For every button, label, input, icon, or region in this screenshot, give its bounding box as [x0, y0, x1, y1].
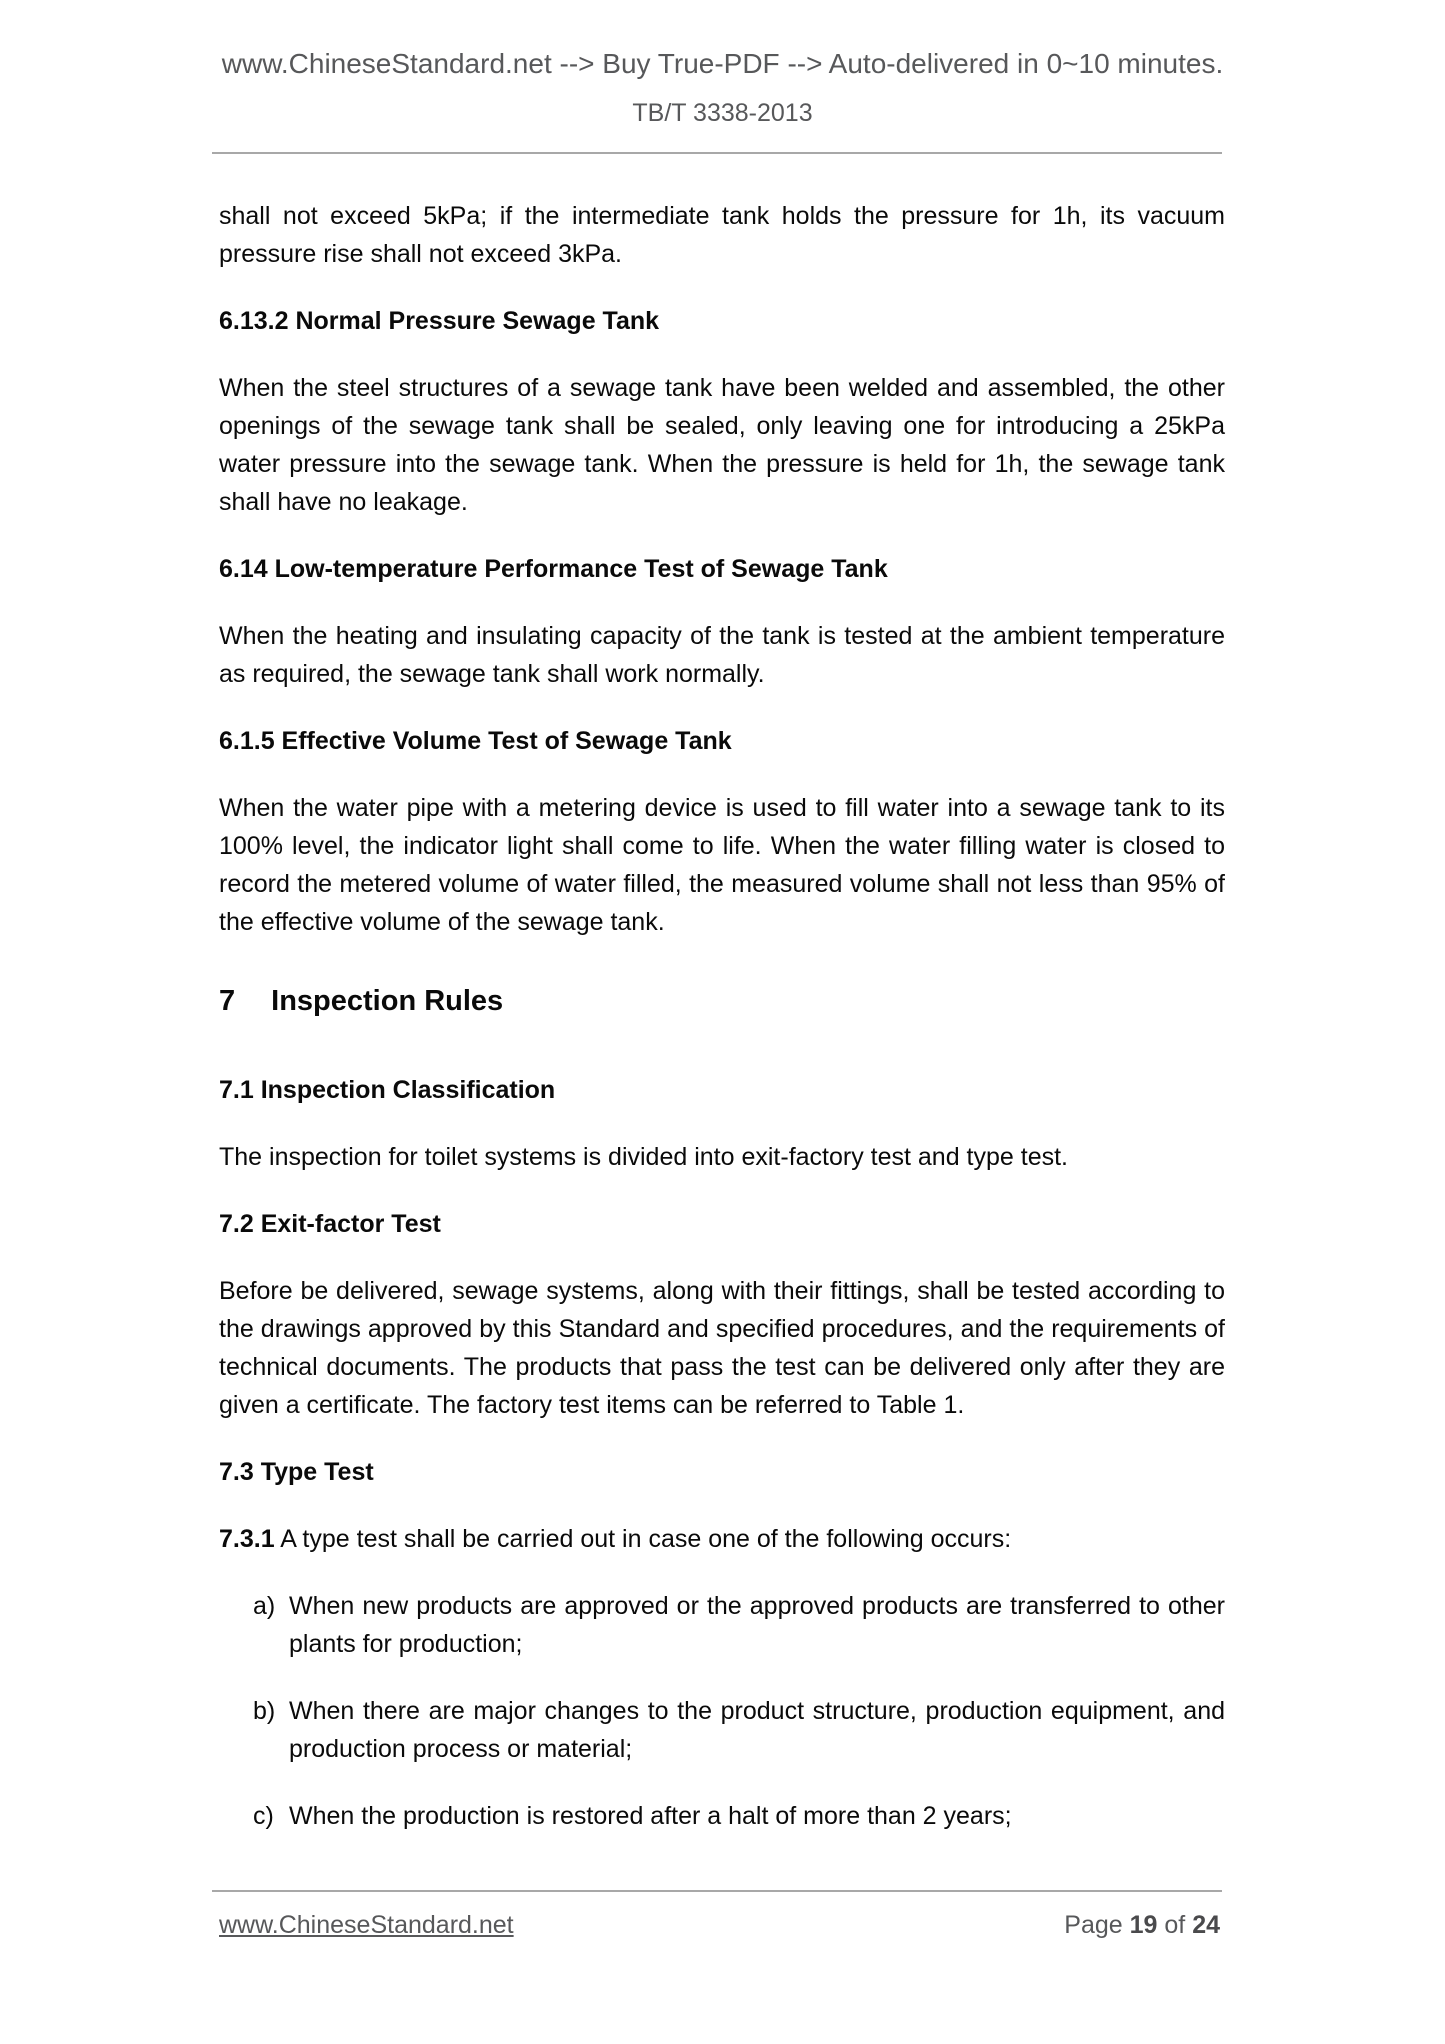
list-marker-b: b)	[253, 1697, 276, 1725]
heading-6-13-2: 6.13.2 Normal Pressure Sewage Tank	[219, 307, 660, 335]
chapter-7-heading	[219, 979, 1225, 1023]
list-text-c: When the production is restored after a halt of more than 2 years;	[289, 1802, 1012, 1830]
paragraph-6-13-2: When the steel structures of a sewage tank have been welded and assembled, the other openings of the sewage tank shall be sealed, only leaving one for introducing a 25kPa water pressure into the sewage tank. When the pressure is held for 1h, the sewage tank shall have no leakage.	[219, 374, 1225, 516]
document-code: TB/T 3338-2013	[632, 99, 813, 127]
list-item-b	[219, 1692, 1225, 1768]
page-current: 19	[1129, 1911, 1158, 1939]
heading-7-1: 7.1 Inspection Classification	[219, 1076, 556, 1104]
list-item-c	[219, 1797, 1225, 1835]
chapter-title: Inspection Rules	[271, 985, 504, 1017]
list-item-a	[219, 1587, 1225, 1663]
header-url-line: www.ChineseStandard.net --> Buy True-PDF --> Auto-delivered in 0~10 minutes.	[221, 48, 1224, 79]
footer-page-indicator	[1064, 1908, 1220, 1942]
paragraph-7-1: The inspection for toilet systems is divided into exit-factory test and type test.	[219, 1143, 1068, 1171]
list-marker-c: c)	[253, 1802, 274, 1830]
footer-site-link[interactable]: www.ChineseStandard.net	[219, 1911, 514, 1939]
heading-7-3: 7.3 Type Test	[219, 1458, 374, 1486]
list-marker-a: a)	[253, 1592, 276, 1620]
heading-7-2: 7.2 Exit-factor Test	[219, 1210, 441, 1238]
clause-text: A type test shall be carried out in case one of the following occurs:	[280, 1525, 1012, 1553]
clause-7-3-1	[219, 1520, 1225, 1558]
page-total: 24	[1192, 1911, 1220, 1939]
list-text-a: When new products are approved or the approved products are transferred to other plants for production;	[289, 1592, 1225, 1658]
heading-6-1-5: 6.1.5 Effective Volume Test of Sewage Tank	[219, 727, 732, 755]
clause-number: 7.3.1	[219, 1525, 275, 1553]
footer-divider	[212, 1890, 1222, 1892]
paragraph-6-1-5: When the water pipe with a metering device is used to fill water into a sewage tank to its 100% level, the indicator light shall come to life. When the water filling water is closed to record the metered volume of water filled, the measured volume shall not less than 95% of the effective volume of the sewage tank.	[219, 794, 1225, 936]
chapter-number: 7	[219, 985, 236, 1017]
paragraph-6-14: When the heating and insulating capacity of the tank is tested at the ambient temperature as required, the sewage tank shall work normally.	[219, 622, 1225, 688]
heading-6-14: 6.14 Low-temperature Performance Test of Sewage Tank	[219, 555, 888, 583]
document-body	[219, 154, 1225, 1864]
paragraph-7-2: Before be delivered, sewage systems, along with their fittings, shall be tested according to the drawings approved by this Standard and specified procedures, and the requirements of technical documents. The products that pass the test can be delivered only after they are given a certificate. The factory test items can be referred to Table 1.	[219, 1277, 1225, 1419]
list-text-b: When there are major changes to the product structure, production equipment, and production process or material;	[289, 1697, 1225, 1763]
paragraph-vacuum-pressure: shall not exceed 5kPa; if the intermediate tank holds the pressure for 1h, its vacuum pressure rise shall not exceed 3kPa.	[219, 202, 1225, 268]
page-label: Page	[1064, 1911, 1123, 1939]
page-of-label: of	[1164, 1911, 1186, 1939]
